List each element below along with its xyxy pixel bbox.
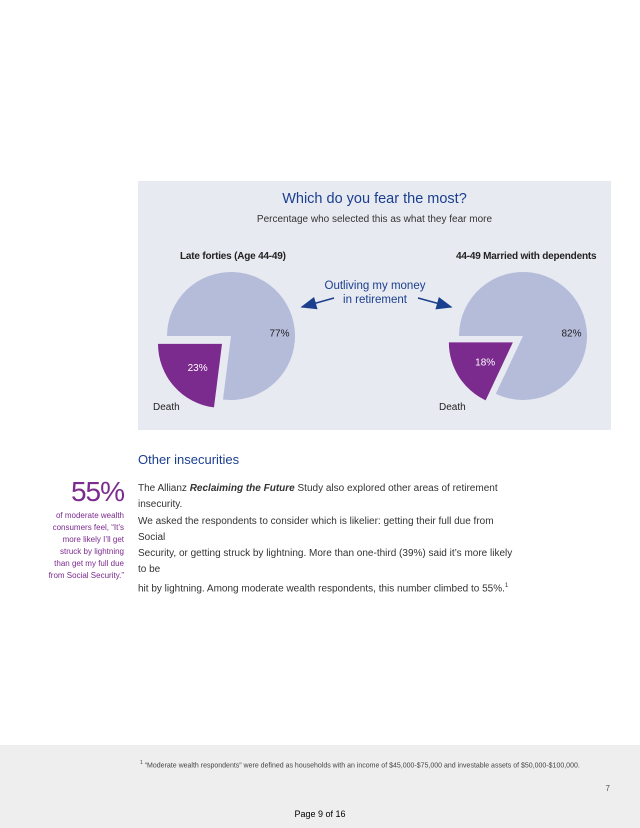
page-number: 7: [605, 784, 610, 793]
pie-charts-svg: [138, 181, 611, 430]
footnote-ref: 1: [504, 583, 509, 589]
pie-value-label-death: 23%: [187, 363, 208, 375]
chart-subtitle: Percentage who selected this as what they fear more: [256, 214, 493, 225]
pie-category-label-death: Death: [439, 402, 466, 413]
paragraph-lightning: We asked the respondents to consider which is likelier: getting their full due from Social Security, or getting struck by lightning. More than one-third (39%) said it’s more likely to be hit by lightning. Among moderate wealth respondents, this number climbed to 55%.$^1$: [138, 516, 513, 595]
callout-text: of moderate wealth consumers feel, “It’s more likely I’ll get struck by lightning than get my full due from Social Security.”: [48, 511, 124, 580]
page-indicator: Page 9 of 16: [294, 809, 346, 819]
pie-right-title: 44-49 Married with dependents: [456, 251, 597, 262]
study-title: Reclaiming the Future: [189, 483, 295, 494]
chart-panel: [138, 181, 611, 430]
pie-value-label-death: 18%: [475, 357, 496, 369]
pie-value-label-main: 77%: [269, 328, 290, 340]
pie-category-label-death: Death: [153, 402, 180, 413]
pie-slice-death: [158, 344, 222, 407]
pie-value-label-main: 82%: [561, 328, 582, 340]
section-heading: Other insecurities: [138, 452, 240, 467]
arrow-right: [418, 298, 451, 307]
paragraph-intro: The Allianz Reclaiming the Future Study also explored other areas of retirement insecurity.: [138, 483, 498, 510]
footnote: $^1$ “Moderate wealth respondents” were defined as households with an income of $45,000-$75,000 and investable assets of $50,000-$100,000.: [140, 760, 580, 770]
center-annotation-line1: Outliving my money: [324, 280, 426, 292]
arrow-left: [302, 298, 334, 307]
center-annotation-line2: in retirement: [343, 294, 407, 306]
callout-stat: 55%: [70, 476, 124, 507]
chart-title: Which do you fear the most?: [282, 191, 467, 207]
pie-left-title: Late forties (Age 44-49): [180, 251, 286, 262]
